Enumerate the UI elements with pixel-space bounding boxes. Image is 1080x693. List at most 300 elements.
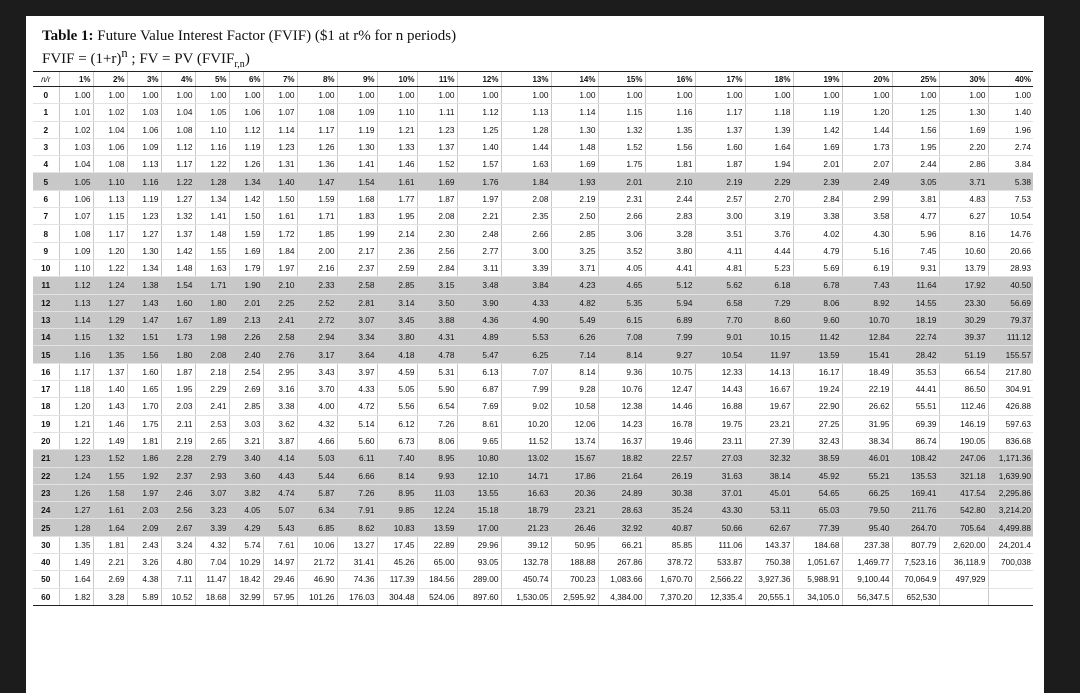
table-row: [33, 156, 1033, 173]
table-cell: 1.18: [59, 381, 93, 398]
table-cell: 45.01: [745, 484, 793, 501]
table-cell: 2.21: [457, 208, 501, 225]
table-cell: 2.56: [161, 502, 195, 519]
table-cell: 32.92: [598, 519, 645, 536]
table-cell: 1.49: [93, 432, 127, 449]
table-cell: 2.72: [297, 311, 337, 328]
table-cell: 1.64: [745, 138, 793, 155]
table-cell: 14.97: [263, 554, 297, 571]
table-cell: [988, 588, 1033, 605]
table-row: [33, 173, 1033, 190]
table-cell: 112.46: [939, 398, 988, 415]
table-cell: 3.28: [645, 225, 695, 242]
table-cell: 1.95: [892, 138, 939, 155]
table-cell: 2.52: [297, 294, 337, 311]
table-cell: 533.87: [695, 554, 745, 571]
table-cell: 1.51: [127, 329, 161, 346]
table-cell: 1.92: [127, 467, 161, 484]
period-label: 24: [33, 502, 59, 519]
table-cell: 5.62: [695, 277, 745, 294]
table-cell: 15.18: [457, 502, 501, 519]
table-cell: 6.78: [793, 277, 842, 294]
table-cell: 3.88: [417, 311, 457, 328]
table-cell: 1.14: [551, 104, 598, 121]
table-cell: [988, 571, 1033, 588]
table-cell: 247.06: [939, 450, 988, 467]
table-cell: 43.30: [695, 502, 745, 519]
table-cell: 3.34: [337, 329, 377, 346]
table-cell: 6.15: [598, 311, 645, 328]
header-row: [33, 72, 1033, 87]
table-cell: 1.28: [195, 173, 229, 190]
table-cell: 1.43: [93, 398, 127, 415]
table-cell: 3.28: [93, 588, 127, 605]
table-cell: 1.00: [377, 87, 417, 104]
period-label: 2: [33, 121, 59, 138]
table-cell: 4.30: [842, 225, 892, 242]
table-cell: 3.80: [645, 242, 695, 259]
table-cell: 1.25: [892, 104, 939, 121]
table-cell: 1.69: [229, 242, 263, 259]
table-cell: 6.87: [457, 381, 501, 398]
period-label: 14: [33, 329, 59, 346]
table-cell: 217.80: [988, 363, 1033, 380]
table-cell: 1.00: [988, 87, 1033, 104]
table-cell: 1.26: [297, 138, 337, 155]
table-cell: 3.51: [695, 225, 745, 242]
column-header: 12%: [457, 72, 501, 87]
table-cell: 2,295.86: [988, 484, 1033, 501]
table-cell: 1.64: [93, 519, 127, 536]
document-page: [26, 16, 1044, 693]
table-cell: 9.02: [501, 398, 551, 415]
table-cell: 4.36: [457, 311, 501, 328]
table-cell: 31.41: [337, 554, 377, 571]
table-cell: 6.66: [337, 467, 377, 484]
formula-close: ): [244, 51, 250, 67]
table-cell: 1.06: [93, 138, 127, 155]
table-cell: 1.08: [59, 225, 93, 242]
table-cell: 7.26: [417, 415, 457, 432]
table-cell: 2.07: [842, 156, 892, 173]
table-cell: 1,639.90: [988, 467, 1033, 484]
table-cell: 2.19: [695, 173, 745, 190]
table-cell: 1.20: [59, 398, 93, 415]
table-cell: 14.76: [988, 225, 1033, 242]
table-cell: 1.99: [337, 225, 377, 242]
table-cell: 2.93: [195, 467, 229, 484]
table-cell: 23.11: [695, 432, 745, 449]
table-cell: 1.75: [598, 156, 645, 173]
table-cell: 1.71: [297, 208, 337, 225]
table-cell: 10.80: [457, 450, 501, 467]
table-cell: 2.36: [377, 242, 417, 259]
table-cell: 2.67: [161, 519, 195, 536]
table-cell: 10.20: [501, 415, 551, 432]
formula-subscript: r,n: [234, 59, 245, 70]
table-cell: 4.33: [337, 381, 377, 398]
table-cell: 4.18: [377, 346, 417, 363]
table-cell: 1.01: [59, 104, 93, 121]
table-cell: 1.06: [127, 121, 161, 138]
period-label: 11: [33, 277, 59, 294]
table-cell: 2.44: [892, 156, 939, 173]
table-cell: 5.90: [417, 381, 457, 398]
table-row: [33, 329, 1033, 346]
table-cell: 2.48: [457, 225, 501, 242]
table-cell: 2.85: [377, 277, 417, 294]
table-cell: 7.91: [337, 502, 377, 519]
table-cell: 3.97: [337, 363, 377, 380]
table-row: [33, 208, 1033, 225]
table-cell: 7.45: [892, 242, 939, 259]
table-cell: 1.00: [127, 87, 161, 104]
table-cell: 1.35: [93, 346, 127, 363]
formula-lhs: FVIF = (1+r): [42, 51, 122, 67]
table-cell: 1.03: [127, 104, 161, 121]
table-cell: 1.42: [229, 190, 263, 207]
table-cell: 1.00: [59, 87, 93, 104]
table-cell: 304.48: [377, 588, 417, 605]
table-cell: 50.95: [551, 536, 598, 553]
table-cell: 26.62: [842, 398, 892, 415]
table-cell: 1.37: [417, 138, 457, 155]
table-cell: 3.38: [793, 208, 842, 225]
table-row: [33, 138, 1033, 155]
period-label: 6: [33, 190, 59, 207]
table-cell: 111.12: [988, 329, 1033, 346]
table-cell: 3.00: [501, 242, 551, 259]
table-cell: 18.19: [892, 311, 939, 328]
table-cell: 14.43: [695, 381, 745, 398]
table-cell: 29.46: [263, 571, 297, 588]
table-cell: 10.58: [551, 398, 598, 415]
table-cell: 1.17: [93, 225, 127, 242]
table-cell: 2.29: [195, 381, 229, 398]
table-cell: 4.78: [417, 346, 457, 363]
table-cell: 1.05: [59, 173, 93, 190]
table-cell: 22.90: [793, 398, 842, 415]
table-cell: 12.06: [551, 415, 598, 432]
table-cell: 1.48: [551, 138, 598, 155]
table-cell: 1.60: [127, 363, 161, 380]
table-cell: 1.40: [263, 173, 297, 190]
table-cell: 2.70: [745, 190, 793, 207]
table-cell: 2.37: [337, 259, 377, 276]
table-cell: 1.58: [93, 484, 127, 501]
table-cell: 2.65: [195, 432, 229, 449]
table-cell: 2.79: [195, 450, 229, 467]
table-cell: 7.99: [645, 329, 695, 346]
table-cell: 1.60: [695, 138, 745, 155]
table-cell: 3.03: [229, 415, 263, 432]
table-cell: 1.00: [195, 87, 229, 104]
period-label: 30: [33, 536, 59, 553]
table-cell: 1,083.66: [598, 571, 645, 588]
table-cell: 11.42: [793, 329, 842, 346]
table-cell: 14.23: [598, 415, 645, 432]
table-cell: 4.11: [695, 242, 745, 259]
table-cell: 77.39: [793, 519, 842, 536]
column-header: 7%: [263, 72, 297, 87]
table-cell: 2.01: [229, 294, 263, 311]
table-cell: 22.19: [842, 381, 892, 398]
table-cell: 7.14: [551, 346, 598, 363]
period-label: 8: [33, 225, 59, 242]
table-cell: 264.70: [892, 519, 939, 536]
table-cell: 1.49: [59, 554, 93, 571]
table-cell: 2.84: [417, 259, 457, 276]
table-cell: 1.15: [93, 208, 127, 225]
table-cell: 4.59: [377, 363, 417, 380]
table-cell: 5.60: [337, 432, 377, 449]
table-cell: 190.05: [939, 432, 988, 449]
table-cell: 4.02: [793, 225, 842, 242]
table-cell: 4.05: [229, 502, 263, 519]
table-cell: 1.24: [93, 277, 127, 294]
period-label: 23: [33, 484, 59, 501]
table-cell: 20.66: [988, 242, 1033, 259]
table-cell: 1.89: [195, 311, 229, 328]
table-cell: 1.21: [59, 415, 93, 432]
table-cell: 38.59: [793, 450, 842, 467]
table-cell: 7.70: [695, 311, 745, 328]
table-cell: 2.81: [337, 294, 377, 311]
table-cell: 85.85: [645, 536, 695, 553]
table-cell: 1.37: [695, 121, 745, 138]
table-cell: 1.79: [229, 259, 263, 276]
table-row: [33, 190, 1033, 207]
table-cell: 1.16: [645, 104, 695, 121]
table-cell: 6.18: [745, 277, 793, 294]
table-cell: 12.84: [842, 329, 892, 346]
table-cell: 289.00: [457, 571, 501, 588]
table-cell: 54.65: [793, 484, 842, 501]
table-cell: 2.44: [645, 190, 695, 207]
table-cell: 1.24: [59, 467, 93, 484]
table-cell: 1.84: [501, 173, 551, 190]
table-row: [33, 259, 1033, 276]
table-cell: 2.11: [161, 415, 195, 432]
table-cell: 13.59: [417, 519, 457, 536]
table-cell: 1.30: [337, 138, 377, 155]
table-cell: 2.14: [377, 225, 417, 242]
table-cell: 19.24: [793, 381, 842, 398]
table-cell: 1.23: [127, 208, 161, 225]
table-cell: 1.07: [263, 104, 297, 121]
period-label: 50: [33, 571, 59, 588]
table-cell: 1.04: [161, 104, 195, 121]
table-cell: 1.56: [645, 138, 695, 155]
table-cell: 1.20: [842, 104, 892, 121]
table-cell: 7.61: [263, 536, 297, 553]
table-row: [33, 588, 1033, 605]
period-label: 12: [33, 294, 59, 311]
table-cell: 897.60: [457, 588, 501, 605]
table-cell: 1.39: [745, 121, 793, 138]
column-header: 10%: [377, 72, 417, 87]
table-cell: 3.76: [745, 225, 793, 242]
table-cell: 3.71: [939, 173, 988, 190]
table-cell: 1.13: [127, 156, 161, 173]
table-cell: 1.50: [229, 208, 263, 225]
table-cell: 5,988.91: [793, 571, 842, 588]
table-cell: 37.01: [695, 484, 745, 501]
table-cell: 1,051.67: [793, 554, 842, 571]
table-cell: 1.15: [598, 104, 645, 121]
table-cell: 69.39: [892, 415, 939, 432]
table-cell: 1.34: [127, 259, 161, 276]
table-cell: 18.79: [501, 502, 551, 519]
table-cell: 5.87: [297, 484, 337, 501]
table-cell: 32.32: [745, 450, 793, 467]
table-cell: 3.87: [263, 432, 297, 449]
table-cell: 5.07: [263, 502, 297, 519]
table-cell: 1.20: [93, 242, 127, 259]
table-cell: 6.73: [377, 432, 417, 449]
table-cell: 1.41: [195, 208, 229, 225]
table-row: [33, 554, 1033, 571]
column-header: 8%: [297, 72, 337, 87]
table-cell: 117.39: [377, 571, 417, 588]
table-cell: 1.81: [127, 432, 161, 449]
table-cell: 1.86: [127, 450, 161, 467]
table-cell: 1.83: [337, 208, 377, 225]
table-cell: 17.92: [939, 277, 988, 294]
table-cell: 1.36: [297, 156, 337, 173]
table-cell: 11.64: [892, 277, 939, 294]
table-row: [33, 294, 1033, 311]
table-cell: 2.00: [297, 242, 337, 259]
table-cell: 12,335.4: [695, 588, 745, 605]
table-cell: 1.35: [59, 536, 93, 553]
table-cell: 1.94: [745, 156, 793, 173]
table-cell: 7.08: [598, 329, 645, 346]
column-header: 13%: [501, 72, 551, 87]
column-header: 18%: [745, 72, 793, 87]
table-cell: 16.63: [501, 484, 551, 501]
table-cell: 1,469.77: [842, 554, 892, 571]
table-cell: 2.83: [645, 208, 695, 225]
table-cell: 6.12: [377, 415, 417, 432]
table-cell: 9.36: [598, 363, 645, 380]
table-cell: 321.18: [939, 467, 988, 484]
table-cell: 9.60: [793, 311, 842, 328]
table-cell: 135.53: [892, 467, 939, 484]
table-cell: 7,370.20: [645, 588, 695, 605]
formula-line: [42, 46, 1022, 70]
table-cell: 3.21: [229, 432, 263, 449]
table-cell: 31.95: [842, 415, 892, 432]
table-cell: 10.52: [161, 588, 195, 605]
table-cell: 5.03: [297, 450, 337, 467]
table-cell: 3.80: [377, 329, 417, 346]
table-cell: 6.26: [551, 329, 598, 346]
table-cell: 29.96: [457, 536, 501, 553]
table-cell: 3.48: [457, 277, 501, 294]
table-cell: 1.32: [93, 329, 127, 346]
table-cell: 2.69: [93, 571, 127, 588]
table-cell: 4.83: [939, 190, 988, 207]
table-cell: 26.46: [551, 519, 598, 536]
column-header: 11%: [417, 72, 457, 87]
table-cell: 1.10: [59, 259, 93, 276]
table-cell: 3.90: [457, 294, 501, 311]
table-cell: 1.26: [229, 156, 263, 173]
table-cell: 1.81: [93, 536, 127, 553]
table-cell: 5.16: [842, 242, 892, 259]
table-cell: 5.49: [551, 311, 598, 328]
table-cell: 40.87: [645, 519, 695, 536]
table-cell: 1.18: [745, 104, 793, 121]
table-cell: 542.80: [939, 502, 988, 519]
table-cell: 2.57: [695, 190, 745, 207]
table-cell: 2.19: [161, 432, 195, 449]
table-cell: 2.25: [263, 294, 297, 311]
table-cell: 26.19: [645, 467, 695, 484]
table-cell: 1.76: [457, 173, 501, 190]
table-cell: 155.57: [988, 346, 1033, 363]
table-cell: 46.01: [842, 450, 892, 467]
table-cell: 1.70: [127, 398, 161, 415]
table-cell: 3.14: [377, 294, 417, 311]
column-header: 19%: [793, 72, 842, 87]
table-cell: 2.08: [195, 346, 229, 363]
period-label: 5: [33, 173, 59, 190]
table-cell: 12.24: [417, 502, 457, 519]
table-cell: 2.10: [263, 277, 297, 294]
table-cell: 1.08: [297, 104, 337, 121]
table-cell: 2.08: [501, 190, 551, 207]
table-cell: 30.38: [645, 484, 695, 501]
table-cell: 6.27: [939, 208, 988, 225]
table-cell: 1.19: [793, 104, 842, 121]
table-cell: 1.68: [337, 190, 377, 207]
table-row: [33, 536, 1033, 553]
table-cell: 1,530.05: [501, 588, 551, 605]
table-cell: 12.10: [457, 467, 501, 484]
table-row: [33, 484, 1033, 501]
table-cell: 7.29: [745, 294, 793, 311]
table-cell: 1.90: [229, 277, 263, 294]
table-cell: 1.61: [93, 502, 127, 519]
table-cell: 2.29: [745, 173, 793, 190]
table-cell: 8.61: [457, 415, 501, 432]
table-row: [33, 363, 1033, 380]
table-cell: 524.06: [417, 588, 457, 605]
table-cell: 1.48: [161, 259, 195, 276]
fvif-table: [33, 71, 1033, 606]
table-cell: 4.43: [263, 467, 297, 484]
table-cell: 22.57: [645, 450, 695, 467]
column-header: 17%: [695, 72, 745, 87]
table-cell: 39.37: [939, 329, 988, 346]
table-cell: 2.49: [842, 173, 892, 190]
period-label: 18: [33, 398, 59, 415]
period-label: 16: [33, 363, 59, 380]
table-cell: 1.47: [127, 311, 161, 328]
table-cell: 2.41: [195, 398, 229, 415]
table-cell: 5.14: [337, 415, 377, 432]
table-cell: 6.89: [645, 311, 695, 328]
table-cell: 28.42: [892, 346, 939, 363]
table-cell: 1.10: [195, 121, 229, 138]
table-cell: 184.56: [417, 571, 457, 588]
period-label: 7: [33, 208, 59, 225]
table-row: [33, 415, 1033, 432]
table-cell: 2.74: [988, 138, 1033, 155]
table-cell: 15.67: [551, 450, 598, 467]
